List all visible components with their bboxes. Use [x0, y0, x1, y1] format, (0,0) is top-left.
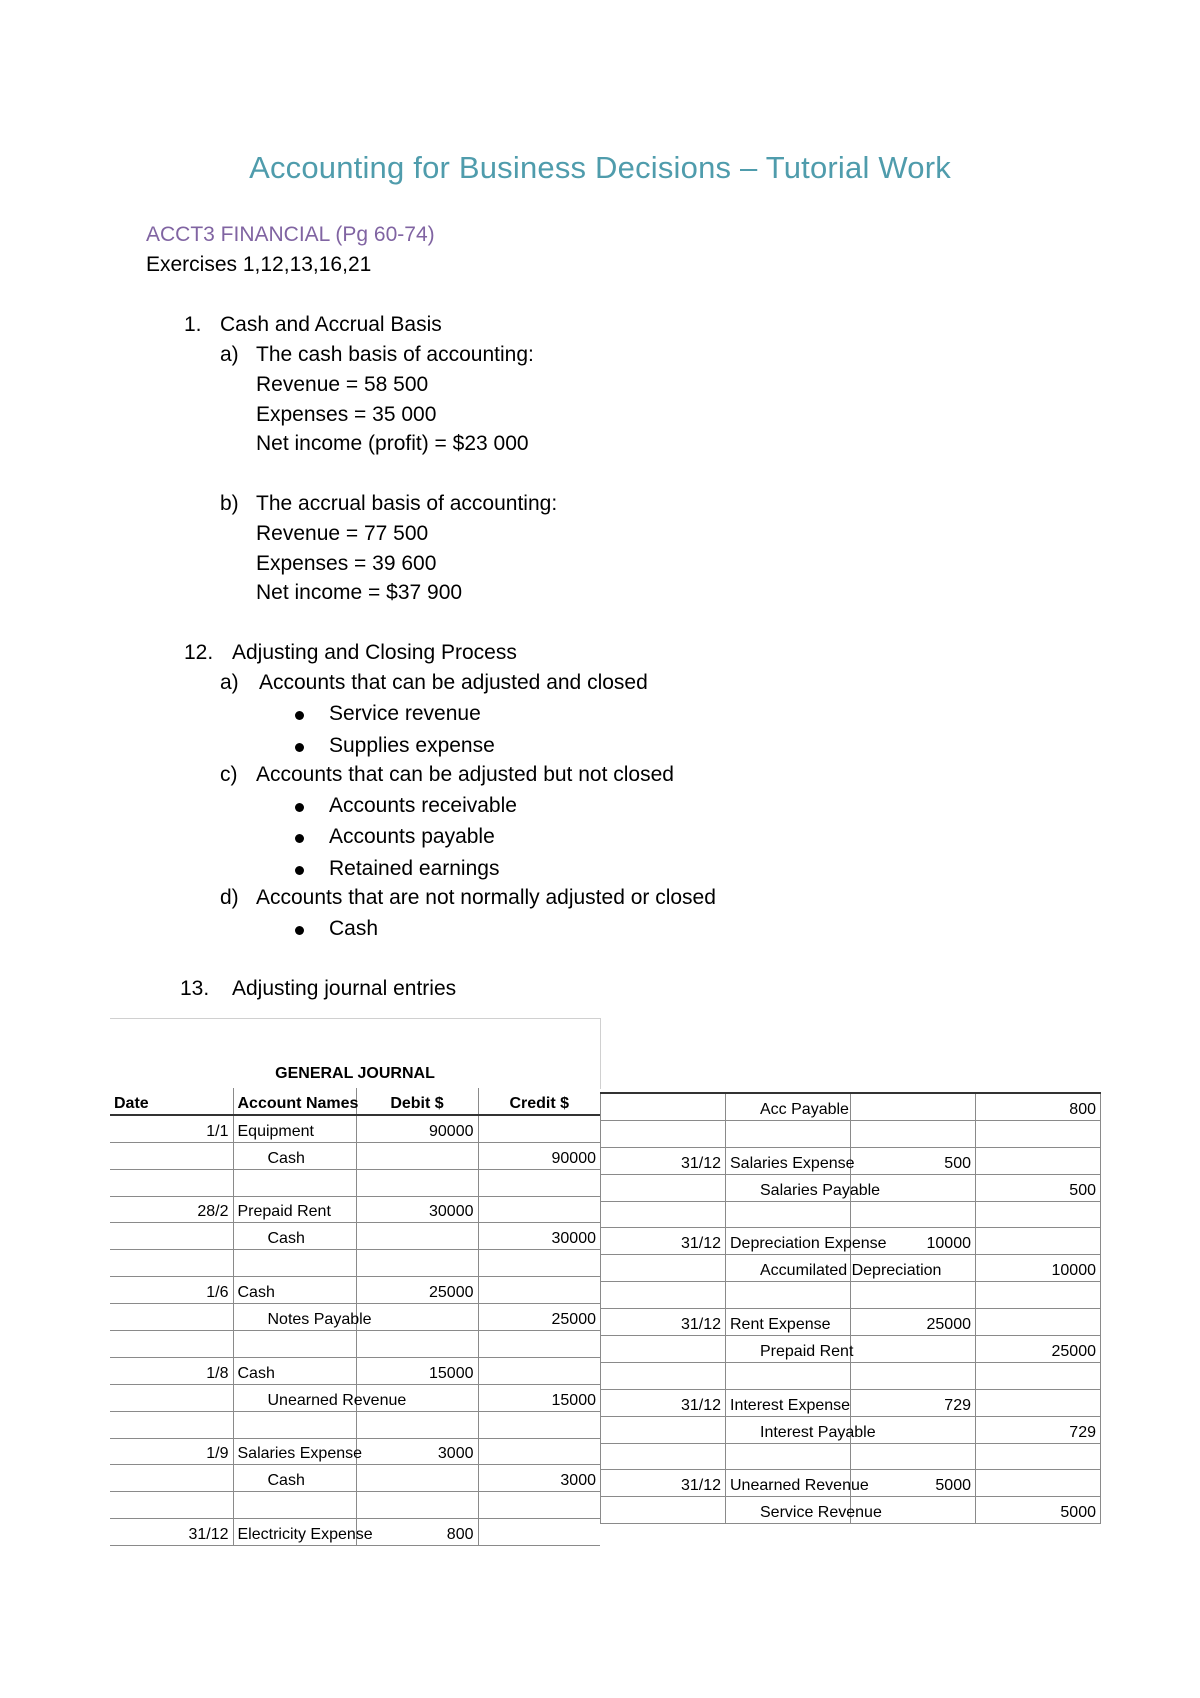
- bullet-icon: [295, 743, 304, 752]
- q13-heading: Adjusting journal entries: [232, 977, 457, 1000]
- journal-account: [726, 1120, 851, 1147]
- journal-account: [233, 1331, 356, 1358]
- journal-debit: [851, 1201, 976, 1228]
- journal-row: [601, 1201, 1101, 1228]
- q12-c-item: Retained earnings: [329, 857, 500, 880]
- journal-date: [601, 1282, 726, 1309]
- q1-b-line: Expenses = 39 600: [256, 552, 437, 575]
- q1-b-line: Revenue = 77 500: [256, 522, 429, 545]
- journal-credit: 25000: [478, 1304, 600, 1331]
- journal-date: [601, 1497, 726, 1524]
- journal-credit: [976, 1282, 1101, 1309]
- journal-date: [601, 1362, 726, 1389]
- journal-debit: [356, 1250, 478, 1277]
- journal-credit: [976, 1389, 1101, 1416]
- q12-d-text: Accounts that are not normally adjusted or closed: [256, 886, 716, 909]
- journal-debit: 5000: [851, 1470, 976, 1497]
- journal-credit: [976, 1309, 1101, 1336]
- journal-credit: [478, 1519, 600, 1546]
- journal-row: [110, 1492, 600, 1519]
- journal-credit: [976, 1228, 1101, 1255]
- journal-account: Accumilated Depreciation: [726, 1255, 851, 1282]
- journal-credit: [976, 1147, 1101, 1174]
- journal-credit: [478, 1331, 600, 1358]
- journal-date: 1/1: [110, 1115, 233, 1142]
- header-debit: Debit $: [356, 1088, 478, 1115]
- journal-table-right: [600, 1092, 1101, 1524]
- q12-a-label: a): [220, 671, 239, 694]
- journal-row: [110, 1223, 600, 1250]
- journal-account: Depreciation Expense: [726, 1228, 851, 1255]
- header-account: Account Names: [233, 1088, 356, 1115]
- journal-row: [110, 1277, 600, 1304]
- journal-row: [601, 1093, 1101, 1120]
- q12-c-item: Accounts receivable: [329, 794, 517, 817]
- journal-credit: 10000: [976, 1255, 1101, 1282]
- journal-credit: [478, 1411, 600, 1438]
- journal-date: 31/12: [601, 1147, 726, 1174]
- journal-debit: 3000: [356, 1438, 478, 1465]
- journal-credit: [478, 1277, 600, 1304]
- journal-account: [233, 1250, 356, 1277]
- journal-date: [601, 1416, 726, 1443]
- journal-row: [601, 1282, 1101, 1309]
- journal-row: [110, 1411, 600, 1438]
- journal-title: GENERAL JOURNAL: [275, 1065, 435, 1082]
- bullet-icon: [295, 926, 304, 935]
- journal-debit: [356, 1304, 478, 1331]
- q1-a-line: Revenue = 58 500: [256, 373, 429, 396]
- journal-date: [601, 1120, 726, 1147]
- journal-credit: 3000: [478, 1465, 600, 1492]
- journal-debit: [851, 1443, 976, 1470]
- journal-date: 1/9: [110, 1438, 233, 1465]
- journal-row: [110, 1115, 600, 1142]
- journal-credit: 500: [976, 1174, 1101, 1201]
- journal-date: [110, 1142, 233, 1169]
- journal-date: [110, 1304, 233, 1331]
- journal-row: [601, 1470, 1101, 1497]
- journal-row: [110, 1384, 600, 1411]
- journal-debit: 800: [356, 1519, 478, 1546]
- journal-account: [726, 1282, 851, 1309]
- journal-account: Prepaid Rent: [233, 1196, 356, 1223]
- q1-heading: Cash and Accrual Basis: [220, 313, 442, 336]
- journal-row: [601, 1443, 1101, 1470]
- q12-c-label: c): [220, 763, 238, 786]
- journal-credit: [976, 1120, 1101, 1147]
- journal-row: [601, 1497, 1101, 1524]
- journal-debit: 729: [851, 1389, 976, 1416]
- q13-number: 13.: [180, 977, 210, 1000]
- q12-heading: Adjusting and Closing Process: [232, 641, 517, 664]
- journal-date: [110, 1169, 233, 1196]
- journal-row: [110, 1519, 600, 1546]
- journal-credit: 800: [976, 1093, 1101, 1120]
- journal-debit: 500: [851, 1147, 976, 1174]
- q1-b-text: The accrual basis of accounting:: [256, 492, 558, 515]
- journal-header-row: [110, 1088, 600, 1115]
- journal-account: Cash: [233, 1357, 356, 1384]
- journal-debit: [356, 1411, 478, 1438]
- journal-credit: [478, 1169, 600, 1196]
- journal-row: [110, 1169, 600, 1196]
- journal-account: [726, 1443, 851, 1470]
- journal-credit: [478, 1196, 600, 1223]
- course-subheading: ACCT3 FINANCIAL (Pg 60-74): [146, 223, 435, 246]
- journal-account: Electricity Expense: [233, 1519, 356, 1546]
- journal-credit: [478, 1357, 600, 1384]
- journal-debit: 25000: [356, 1277, 478, 1304]
- journal-row: [110, 1357, 600, 1384]
- journal-row: [110, 1331, 600, 1358]
- journal-debit: 25000: [851, 1309, 976, 1336]
- journal-row: [601, 1228, 1101, 1255]
- journal-row: [601, 1309, 1101, 1336]
- journal-date: [601, 1336, 726, 1363]
- bullet-icon: [295, 803, 304, 812]
- journal-debit: [851, 1282, 976, 1309]
- q1-b-label: b): [220, 492, 239, 515]
- journal-date: 1/6: [110, 1277, 233, 1304]
- journal-row: [601, 1120, 1101, 1147]
- q12-d-item: Cash: [329, 917, 379, 940]
- journal-row: [601, 1174, 1101, 1201]
- q12-c-text: Accounts that can be adjusted but not closed: [256, 763, 674, 786]
- journal-row: [601, 1362, 1101, 1389]
- journal-date: [601, 1201, 726, 1228]
- journal-debit: [851, 1362, 976, 1389]
- q1-a-label: a): [220, 343, 239, 366]
- journal-account: Salaries Expense: [726, 1147, 851, 1174]
- journal-credit: [976, 1470, 1101, 1497]
- journal-account: Cash: [233, 1142, 356, 1169]
- journal-debit: [356, 1331, 478, 1358]
- journal-account: Cash: [233, 1465, 356, 1492]
- journal-debit: [356, 1142, 478, 1169]
- journal-credit: [478, 1115, 600, 1142]
- journal-debit: [851, 1336, 976, 1363]
- journal-account: [233, 1169, 356, 1196]
- journal-date: [110, 1465, 233, 1492]
- journal-account: Prepaid Rent: [726, 1336, 851, 1363]
- bullet-icon: [295, 711, 304, 720]
- journal-row: [601, 1147, 1101, 1174]
- journal-row: [110, 1142, 600, 1169]
- journal-row: [110, 1196, 600, 1223]
- journal-row: [110, 1250, 600, 1277]
- journal-account: [233, 1492, 356, 1519]
- journal-account: [726, 1201, 851, 1228]
- journal-credit: 90000: [478, 1142, 600, 1169]
- journal-date: [601, 1174, 726, 1201]
- journal-row: [110, 1465, 600, 1492]
- header-date: Date: [110, 1088, 233, 1115]
- journal-debit: 90000: [356, 1115, 478, 1142]
- q1-a-text: The cash basis of accounting:: [256, 343, 534, 366]
- journal-account: Unearned Revenue: [726, 1470, 851, 1497]
- journal-account: Cash: [233, 1277, 356, 1304]
- journal-debit: 15000: [356, 1357, 478, 1384]
- journal-credit: 30000: [478, 1223, 600, 1250]
- journal-debit: [851, 1120, 976, 1147]
- journal-date: 28/2: [110, 1196, 233, 1223]
- journal-debit: 30000: [356, 1196, 478, 1223]
- journal-row: [601, 1416, 1101, 1443]
- document-title: Accounting for Business Decisions – Tutorial Work: [249, 150, 951, 185]
- journal-account: Salaries Expense: [233, 1438, 356, 1465]
- journal-date: [601, 1443, 726, 1470]
- journal-row: [110, 1304, 600, 1331]
- journal-account: Service Revenue: [726, 1497, 851, 1524]
- q1-a-line: Net income (profit) = $23 000: [256, 432, 529, 455]
- journal-date: 31/12: [601, 1389, 726, 1416]
- q1-number: 1.: [184, 313, 202, 336]
- journal-account: Rent Expense: [726, 1309, 851, 1336]
- q12-d-label: d): [220, 886, 239, 909]
- journal-date: [110, 1223, 233, 1250]
- journal-debit: [356, 1223, 478, 1250]
- journal-date: [110, 1411, 233, 1438]
- header-credit: Credit $: [478, 1088, 600, 1115]
- journal-date: 31/12: [110, 1519, 233, 1546]
- journal-credit: [478, 1250, 600, 1277]
- journal-account: Cash: [233, 1223, 356, 1250]
- journal-row: [601, 1336, 1101, 1363]
- journal-credit: [976, 1201, 1101, 1228]
- journal-debit: 10000: [851, 1228, 976, 1255]
- journal-account: Unearned Revenue: [233, 1384, 356, 1411]
- journal-debit: [356, 1169, 478, 1196]
- journal-debit: [851, 1093, 976, 1120]
- q12-a-item: Service revenue: [329, 702, 481, 725]
- exercise-list: Exercises 1,12,13,16,21: [146, 253, 372, 276]
- journal-credit: [976, 1443, 1101, 1470]
- journal-debit: [356, 1492, 478, 1519]
- q1-b-line: Net income = $37 900: [256, 581, 463, 604]
- journal-account: Acc Payable: [726, 1093, 851, 1120]
- journal-credit: 25000: [976, 1336, 1101, 1363]
- journal-date: 31/12: [601, 1228, 726, 1255]
- journal-credit: [976, 1362, 1101, 1389]
- journal-credit: 15000: [478, 1384, 600, 1411]
- journal-account: [726, 1362, 851, 1389]
- journal-account: Interest Expense: [726, 1389, 851, 1416]
- journal-table-left: [110, 1088, 600, 1546]
- journal-account: Notes Payable: [233, 1304, 356, 1331]
- journal-account: Equipment: [233, 1115, 356, 1142]
- q12-number: 12.: [184, 641, 214, 664]
- journal-account: Salaries Payable: [726, 1174, 851, 1201]
- journal-date: [110, 1384, 233, 1411]
- bullet-icon: [295, 834, 304, 843]
- journal-credit: [478, 1492, 600, 1519]
- journal-credit: 5000: [976, 1497, 1101, 1524]
- journal-date: [601, 1255, 726, 1282]
- journal-credit: 729: [976, 1416, 1101, 1443]
- q12-c-item: Accounts payable: [329, 825, 495, 848]
- journal-debit: [356, 1465, 478, 1492]
- q12-a-text: Accounts that can be adjusted and closed: [259, 671, 648, 694]
- journal-credit: [478, 1438, 600, 1465]
- journal-row: [601, 1255, 1101, 1282]
- journal-date: 1/8: [110, 1357, 233, 1384]
- q1-a-line: Expenses = 35 000: [256, 403, 437, 426]
- journal-date: [601, 1093, 726, 1120]
- journal-row: [110, 1438, 600, 1465]
- journal-date: [110, 1331, 233, 1358]
- journal-date: 31/12: [601, 1309, 726, 1336]
- journal-date: 31/12: [601, 1470, 726, 1497]
- journal-row: [601, 1389, 1101, 1416]
- journal-date: [110, 1250, 233, 1277]
- bullet-icon: [295, 866, 304, 875]
- q12-a-item: Supplies expense: [329, 734, 495, 757]
- journal-account: Interest Payable: [726, 1416, 851, 1443]
- journal-account: [233, 1411, 356, 1438]
- journal-date: [110, 1492, 233, 1519]
